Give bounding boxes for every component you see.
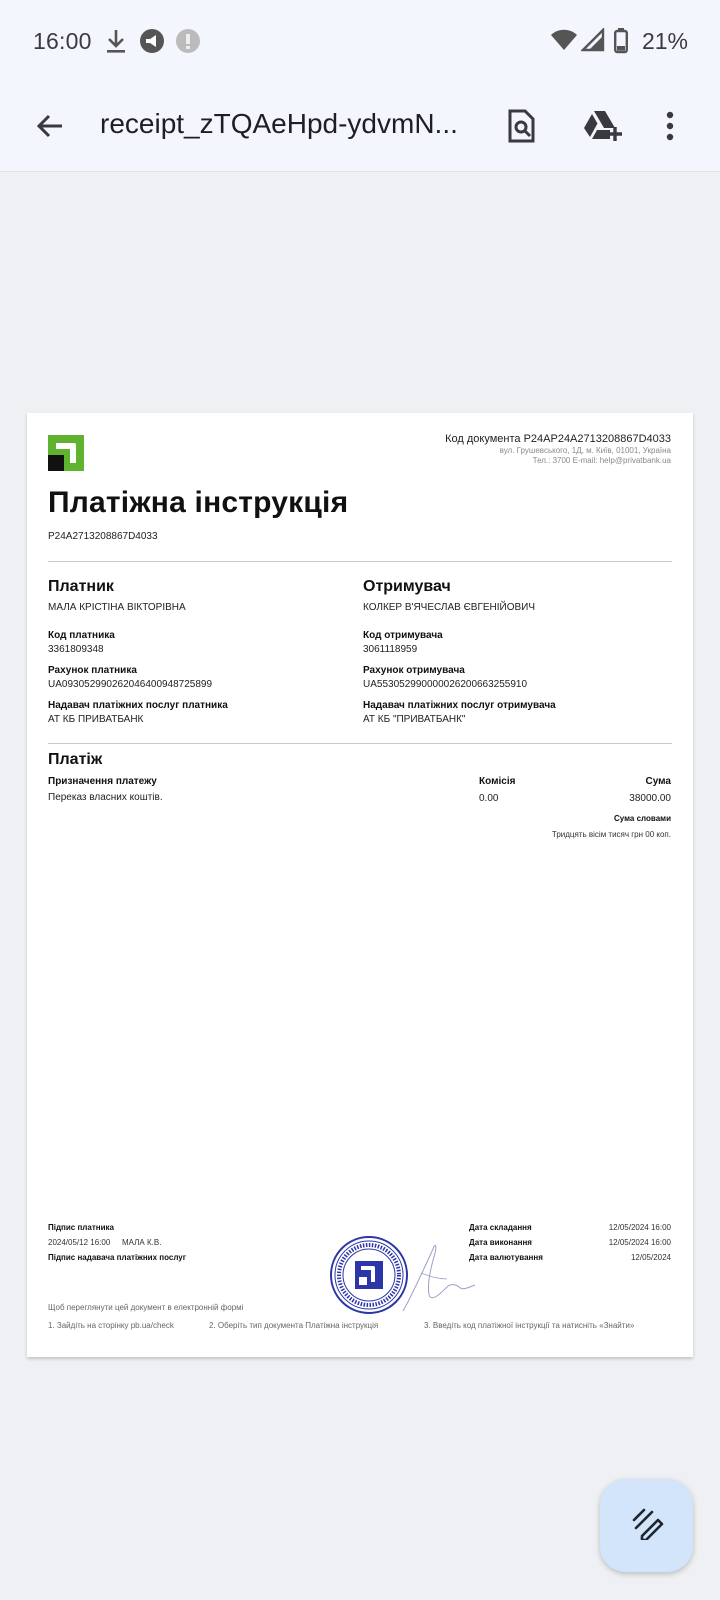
payer-sign-date: 2024/05/12 16:00 xyxy=(48,1238,111,1247)
edit-fab-button[interactable] xyxy=(600,1479,693,1572)
recipient-provider: АТ КБ "ПРИВАТБАНК" xyxy=(363,714,466,725)
date-executed-value: 12/05/2024 16:00 xyxy=(608,1238,671,1247)
document-code: Код документа P24AP24A2713208867D4033 xyxy=(445,433,671,445)
recipient-account-label: Рахунок отримувача xyxy=(363,665,465,676)
payment-heading: Платіж xyxy=(48,751,103,768)
payer-heading: Платник xyxy=(48,578,114,595)
sum-value: 38000.00 xyxy=(629,793,671,804)
document-number: P24A2713208867D4033 xyxy=(48,531,158,542)
payer-code-label: Код платника xyxy=(48,630,115,641)
dot-notification-icon xyxy=(175,28,201,59)
more-vert-icon[interactable] xyxy=(646,102,694,150)
speaker-notification-icon xyxy=(139,28,165,59)
recipient-name: КОЛКЕР В'ЯЧЕСЛАВ ЄВГЕНІЙОВИЧ xyxy=(363,602,536,613)
payer-account-label: Рахунок платника xyxy=(48,665,137,676)
commission-value: 0.00 xyxy=(479,793,499,804)
bank-stamp xyxy=(329,1235,409,1315)
status-bar xyxy=(0,0,720,84)
signal-icon xyxy=(581,28,605,57)
date-value-value: 12/05/2024 xyxy=(630,1253,671,1262)
bank-contacts: Тел.: 3700 E-mail: help@privatbank.ua xyxy=(532,456,671,465)
payer-provider-label: Надавач платіжних послуг платника xyxy=(48,700,228,711)
provider-sign-label: Підпис надавача платіжних послуг xyxy=(48,1253,187,1262)
footer-intro: Щоб переглянути цей документ в електронній формі xyxy=(48,1303,244,1312)
date-value-label: Дата валютування xyxy=(469,1253,543,1262)
payer-section xyxy=(48,578,348,725)
battery-icon xyxy=(614,28,628,59)
recipient-heading: Отримувач xyxy=(363,578,451,595)
recipient-code: 3061118959 xyxy=(363,644,418,655)
back-arrow-icon[interactable] xyxy=(26,102,74,150)
privatbank-logo xyxy=(48,435,84,471)
handwritten-signature xyxy=(399,1233,479,1313)
recipient-provider-label: Надавач платіжних послуг отримувача xyxy=(363,700,556,711)
divider xyxy=(48,743,672,744)
document-search-icon[interactable] xyxy=(498,102,546,150)
document-page xyxy=(27,413,693,1357)
date-executed-label: Дата виконання xyxy=(469,1238,532,1247)
download-icon xyxy=(104,28,128,59)
date-created-value: 12/05/2024 16:00 xyxy=(608,1223,671,1232)
payer-code: 3361809348 xyxy=(48,644,104,655)
app-bar xyxy=(0,84,720,172)
footer-step-2: 2. Оберіть тип документа Платіжна інструкція xyxy=(209,1321,379,1330)
date-created-label: Дата складання xyxy=(469,1223,532,1232)
commission-label: Комісія xyxy=(479,776,516,787)
bank-address: вул. Грушевського, 1Д, м. Київ, 01001, Україна xyxy=(499,446,671,455)
divider xyxy=(48,561,672,562)
payer-provider: АТ КБ ПРИВАТБАНК xyxy=(48,714,144,725)
edit-draw-icon xyxy=(630,1506,664,1545)
wifi-icon xyxy=(550,28,578,57)
payer-sign-label: Підпис платника xyxy=(48,1223,114,1232)
sum-words-value: Тридцять вісім тисяч грн 00 коп. xyxy=(551,830,671,839)
recipient-code-label: Код отримувача xyxy=(363,630,443,641)
payer-name: МАЛА КРІСТІНА ВІКТОРІВНА xyxy=(48,602,186,613)
footer-step-1: 1. Зайдіть на сторінку pb.ua/check xyxy=(48,1321,174,1330)
battery-percent: 21% xyxy=(641,28,688,54)
status-time: 16:00 xyxy=(33,28,92,54)
purpose-value: Переказ власних коштів. xyxy=(48,792,163,803)
document-title: Платіжна інструкція xyxy=(48,486,349,519)
footer-step-3: 3. Введіть код платіжної інструкції та натисніть «Знайти» xyxy=(424,1321,635,1330)
payer-account: UA093052990262046400948725899 xyxy=(48,679,213,690)
recipient-account: UA553052990000026200663255910 xyxy=(363,679,528,690)
sum-label: Сума xyxy=(645,776,671,787)
recipient-section xyxy=(363,578,663,725)
file-title: receipt_zTQAeHpd-ydvmN... xyxy=(100,108,458,139)
payer-sign-name: МАЛА К.В. xyxy=(122,1238,162,1247)
add-to-drive-icon[interactable] xyxy=(578,102,626,150)
sum-words-label: Сума словами xyxy=(613,814,671,823)
purpose-label: Призначення платежу xyxy=(48,776,157,787)
